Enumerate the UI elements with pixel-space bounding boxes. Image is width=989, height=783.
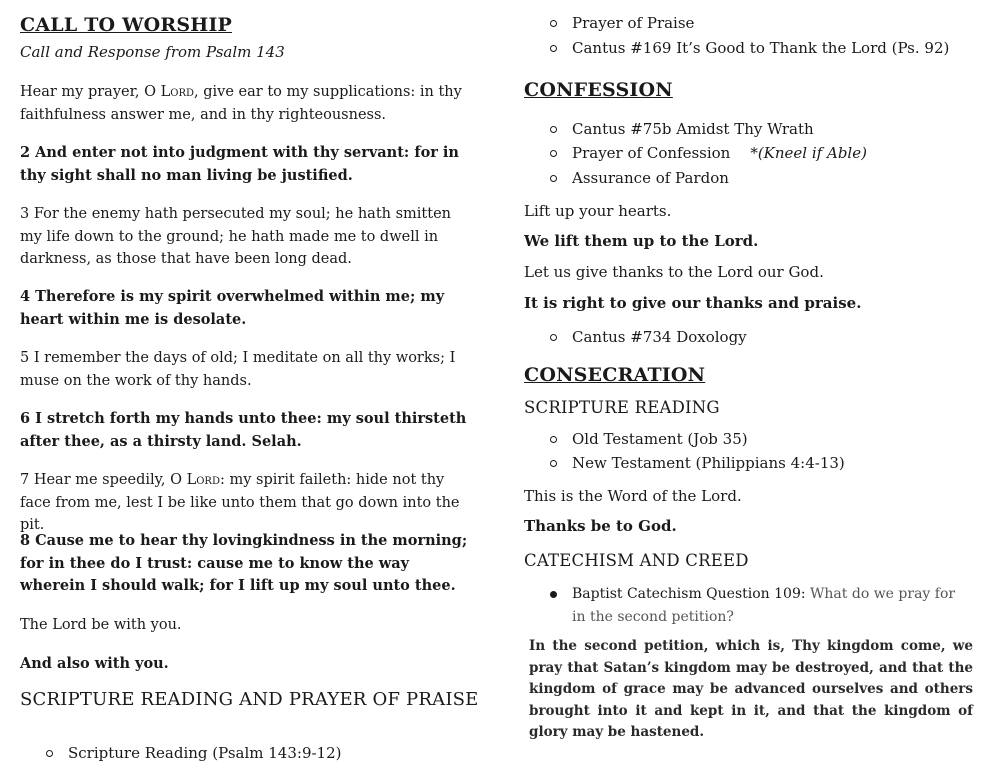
- psalm-verse-7: 7 Hear me speedily, O Lord: my spirit faileth: hide not thy face from me, lest I be like unto them that go down into the pit.: [20, 472, 460, 533]
- sursum-call-1: Lift up your hearts.: [524, 202, 672, 220]
- psalm-verse-8: 8 Cause me to hear thy lovingkindness in the morning; for in thee do I trust: cause me to know the way wherein I should walk; for I lift up my soul unto thee.: [20, 532, 468, 594]
- catechism-answer: In the second petition, which is, Thy kingdom come, we pray that Satan’s kingdom may be destroyed, and that the kingdom of grace may be advanced ourselves and others brought into it and kept in it, and that the kingdom of glory may be hastened.: [529, 638, 973, 740]
- bullet-circle-icon: [550, 20, 557, 27]
- list-item-assurance-of-pardon: Assurance of Pardon: [572, 169, 729, 187]
- bullet-circle-icon: [550, 150, 557, 157]
- bullet-dot-icon: [550, 591, 557, 598]
- bullet-circle-icon: [550, 45, 557, 52]
- bullet-circle-icon: [550, 126, 557, 133]
- thanks-be-to-god: Thanks be to God.: [524, 517, 677, 535]
- bullet-circle-icon: [550, 460, 557, 467]
- catechism-heading: CATECHISM AND CREED: [524, 551, 749, 570]
- kneel-note: *(Kneel if Able): [750, 144, 867, 162]
- greeting-line: The Lord be with you.: [20, 617, 182, 633]
- list-item-doxology: Cantus #734 Doxology: [572, 328, 747, 346]
- psalm-verse-5: 5 I remember the days of old; I meditate on all thy works; I muse on the work of thy hands.: [20, 350, 456, 389]
- sursum-response-1: We lift them up to the Lord.: [524, 232, 759, 250]
- psalm-verse-3: 3 For the enemy hath persecuted my soul; he hath smitten my life down to the ground; he hath made me to dwell in darkness, as those that have been long dead.: [20, 206, 451, 267]
- scripture-reading-heading: SCRIPTURE READING: [524, 398, 720, 417]
- greeting-response: And also with you.: [20, 655, 169, 672]
- list-item-new-testament: New Testament (Philippians 4:4-13): [572, 454, 845, 472]
- consecration-heading: CONSECRATION: [524, 364, 706, 386]
- list-item-prayer-of-praise: Prayer of Praise: [572, 14, 695, 32]
- list-item-cantus-169: Cantus #169 It’s Good to Thank the Lord (Ps. 92): [572, 39, 950, 57]
- bullet-circle-icon: [550, 436, 557, 443]
- list-item-cantus-75b: Cantus #75b Amidst Thy Wrath: [572, 120, 814, 138]
- list-item-old-testament: Old Testament (Job 35): [572, 430, 748, 448]
- catechism-question: Baptist Catechism Question 109: What do we pray for in the second petition?: [572, 586, 956, 625]
- bullet-circle-icon: [550, 334, 557, 341]
- psalm-verse-2: 2 And enter not into judgment with thy servant: for in thy sight shall no man living be justified.: [20, 144, 459, 184]
- bullet-circle-icon: [550, 175, 557, 182]
- word-of-the-lord: This is the Word of the Lord.: [524, 487, 742, 505]
- confession-heading: CONFESSION: [524, 79, 673, 101]
- psalm-verse-4: 4 Therefore is my spirit overwhelmed within me; my heart within me is desolate.: [20, 288, 445, 328]
- sursum-call-2: Let us give thanks to the Lord our God.: [524, 263, 824, 281]
- list-item-prayer-of-confession: Prayer of Confession *(Kneel if Able): [572, 144, 867, 162]
- call-to-worship-heading: CALL TO WORSHIP: [20, 14, 233, 36]
- scripture-praise-heading: SCRIPTURE READING AND PRAYER OF PRAISE: [20, 689, 479, 710]
- sursum-response-2: It is right to give our thanks and praise.: [524, 294, 862, 312]
- list-item-scripture-reading: Scripture Reading (Psalm 143:9-12): [68, 744, 342, 762]
- call-to-worship-subtitle: Call and Response from Psalm 143: [20, 43, 285, 61]
- psalm-verse-6: 6 I stretch forth my hands unto thee: my soul thirsteth after thee, as a thirsty land. Selah.: [20, 410, 467, 450]
- psalm-verse-1: Hear my prayer, O Lord, give ear to my supplications: in thy faithfulness answer me, and in thy righteousness.: [20, 84, 462, 123]
- bullet-circle-icon: [46, 750, 53, 757]
